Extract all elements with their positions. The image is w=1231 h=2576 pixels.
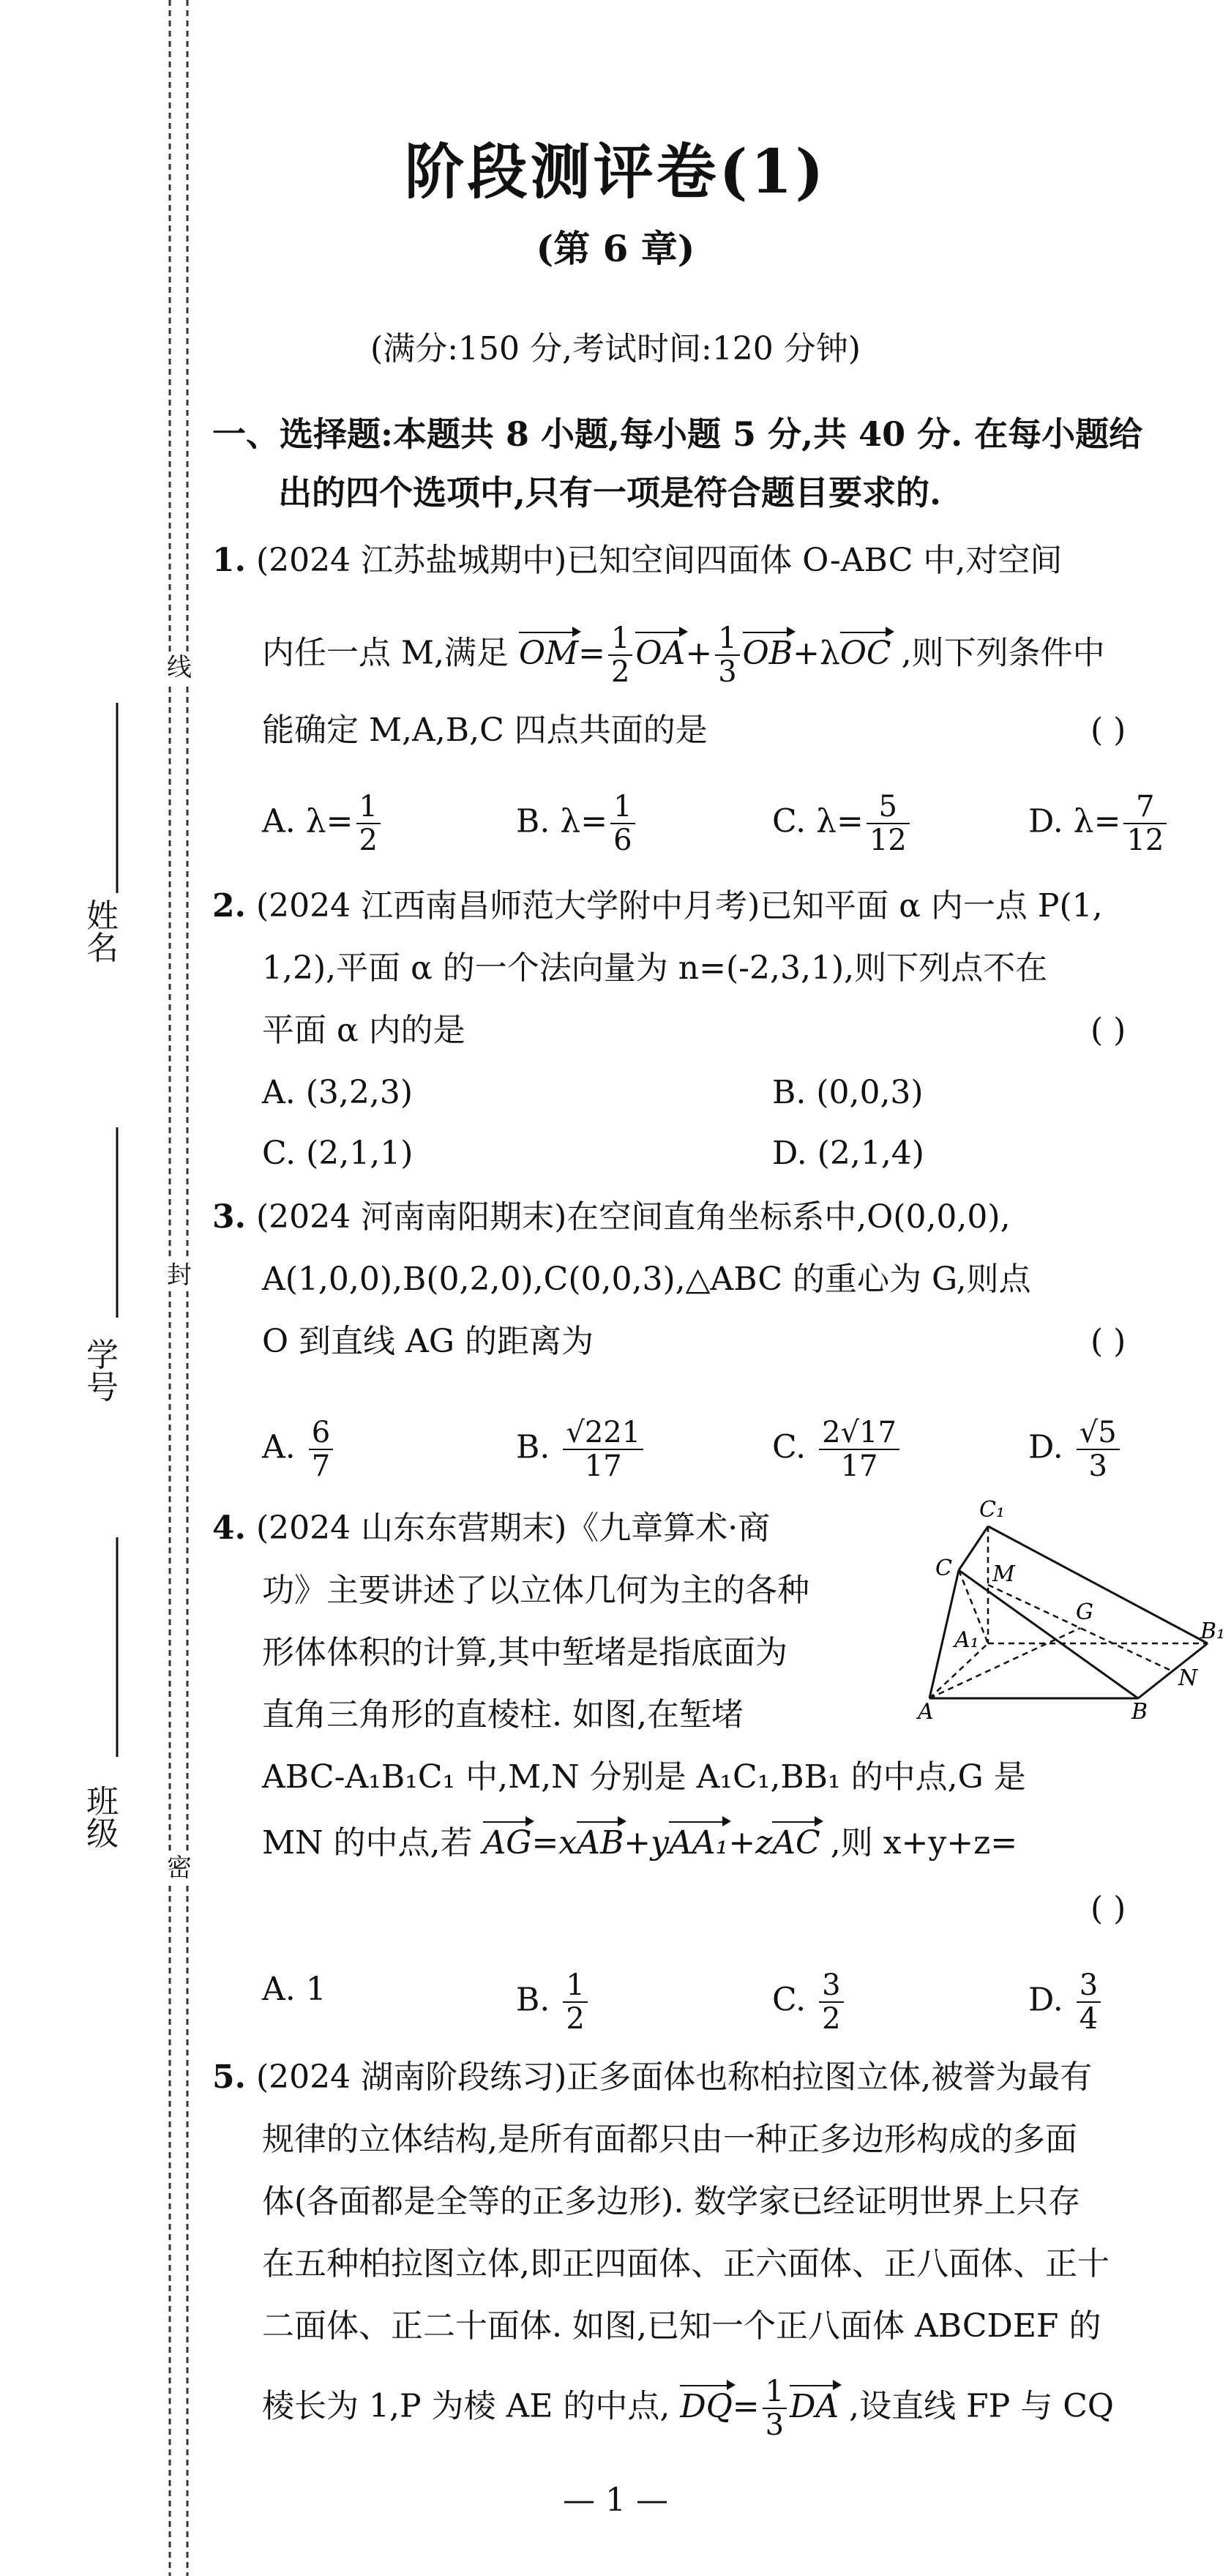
q3-option-c: C. $\frac{2√17}{17}$ [772,1416,902,1482]
q5-line3: 体(各面都是全等的正多边形). 数学家已经证明世界上只存 [262,2183,1081,2220]
q1-line1: 1. (2024 江苏盐城期中)已知空间四面体 O-ABC 中,对空间 [212,542,1063,579]
q2-option-a: A. (3,2,3) [262,1074,414,1111]
student-id-label: 学号 [86,1337,119,1406]
segment-a-g [929,1628,1080,1698]
q1-line3: 能确定 M,A,B,C 四点共面的是 [262,712,708,749]
q4-option-c: C. $\frac{3}{2}$ [772,1969,847,2035]
section-1-heading: 一、选择题:本题共 8 小题,每小题 5 分,共 40 分. 在每小题给 [212,414,1143,454]
edge-c-c1 [959,1526,988,1570]
svg-text:B₁: B₁ [1200,1619,1226,1644]
svg-text:A₁: A₁ [954,1627,979,1653]
svg-text:C₁: C₁ [979,1497,1005,1523]
q4-line6: MN 的中点,若 AG=xAB+yAA₁+zAC ,则 x+y+z= [262,1823,1017,1864]
q2-answer-bracket: ( ) [1090,1012,1126,1049]
q4-line1: 4. (2024 山东东营期末)《九章算术·商 [212,1509,771,1547]
q5-line2: 规律的立体结构,是所有面都只由一种正多边形构成的多面 [262,2121,1077,2158]
seal-feng: 封 [161,1259,198,1291]
q4-line5: ABC-A₁B₁C₁ 中,M,N 分别是 A₁C₁,BB₁ 的中点,G 是 [262,1758,1026,1796]
q1-option-a: A. λ= $\frac{1}{2}$ [262,791,383,856]
svg-text:A: A [918,1699,934,1720]
q4-option-d: D. $\frac{3}{4}$ [1028,1969,1104,2035]
seal-xian: 线 [161,652,198,684]
id-underline [110,1127,124,1318]
q3-line1: 3. (2024 河南南阳期末)在空间直角坐标系中,O(0,0,0), [212,1198,1011,1236]
q4-line3: 形体体积的计算,其中堑堵是指底面为 [262,1634,787,1671]
q3-line3: O 到直线 AG 的距离为 [262,1323,594,1360]
q5-vector-equation: DQ= $\frac{1}{3}$ DA [680,2375,839,2442]
q5-line1: 5. (2024 湖南阶段练习)正多面体也称柏拉图立体,被誉为最有 [212,2058,1093,2096]
q4-option-a: A. 1 [262,1971,326,2008]
q4-prism-figure [900,1493,1230,1720]
q4-vector-equation: AG=xAB+yAA₁+zAC [483,1824,820,1862]
q1-option-b: B. λ= $\frac{1}{6}$ [516,791,638,856]
name-underline [110,703,124,893]
svg-text:G: G [1076,1599,1093,1625]
q1-line2: 内任一点 M,满足 OM= $\frac{1}{2}$ OA+ $\frac{1}{3}$ OB+λOC ,则下列条件中 [262,621,1105,689]
q4-line4: 直角三角形的直棱柱. 如图,在堑堵 [262,1696,744,1733]
q2-line2: 1,2),平面 α 的一个法向量为 n=(-2,3,1),则下列点不在 [262,949,1048,987]
page-title: 阶段测评卷(1) [404,137,827,207]
svg-text:N: N [1178,1665,1198,1691]
exam-info: (满分:150 分,考试时间:120 分钟) [370,330,861,367]
q4-option-b: B. $\frac{1}{2}$ [516,1969,591,2035]
edge-c-b [959,1570,1138,1698]
q2-option-b: B. (0,0,3) [772,1074,924,1111]
q1-option-d: D. λ= $\frac{7}{12}$ [1028,791,1170,856]
svg-text:B: B [1131,1699,1148,1720]
chapter-subtitle: (第 6 章) [536,227,695,270]
q1-answer-bracket: ( ) [1090,712,1126,749]
seal-mi: 密 [161,1852,198,1884]
q2-line1: 2. (2024 江西南昌师范大学附中月考)已知平面 α 内一点 P(1, [212,887,1103,925]
q3-option-d: D. $\frac{√5}{3}$ [1028,1416,1123,1482]
svg-text:M: M [992,1561,1015,1587]
class-label: 班级 [86,1783,119,1853]
q3-option-b: B. $\frac{√221}{17}$ [516,1416,646,1482]
q2-option-d: D. (2,1,4) [772,1135,924,1172]
q1-option-c: C. λ= $\frac{5}{12}$ [772,791,913,856]
q2-option-c: C. (2,1,1) [262,1135,414,1172]
q2-line3: 平面 α 内的是 [262,1012,465,1049]
q1-vector-equation: OM= $\frac{1}{2}$ OA+ $\frac{1}{3}$ OB+λOC [519,621,891,689]
q5-line4: 在五种柏拉图立体,即正四面体、正六面体、正八面体、正十 [262,2245,1110,2282]
q4-line2: 功》主要讲述了以立体几何为主的各种 [262,1572,809,1609]
q3-option-a: A. $\frac{6}{7}$ [262,1416,336,1482]
q5-line5: 二面体、正二十面体. 如图,已知一个正八面体 ABCDEF 的 [262,2307,1101,2345]
q3-line2: A(1,0,0),B(0,2,0),C(0,0,3),△ABC 的重心为 G,则点 [262,1261,1031,1298]
name-label: 姓名 [86,897,119,967]
q3-answer-bracket: ( ) [1090,1323,1126,1360]
edge-c1-b1 [988,1526,1208,1643]
section-1-heading-cont: 出的四个选项中,只有一项是符合题目要求的. [278,473,942,512]
q5-line6: 棱长为 1,P 为棱 AE 的中点, DQ= $\frac{1}{3}$ DA ,设直线 FP 与 CQ [262,2375,1114,2442]
svg-text:C: C [935,1556,952,1581]
class-underline [110,1537,124,1757]
q4-answer-bracket: ( ) [1090,1890,1126,1927]
page-number: — 1 — [563,2482,668,2519]
